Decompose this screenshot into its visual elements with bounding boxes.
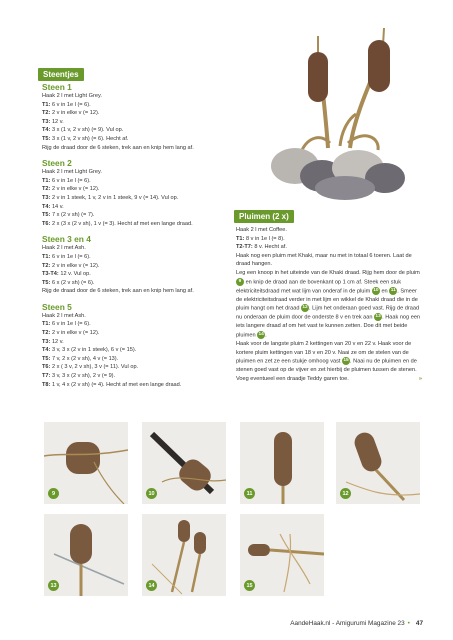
section-tag-pluimen: Pluimen (2 x) [234,210,294,223]
left-column [42,82,232,395]
step-badge-11: 11 [244,488,255,499]
section-tag-steentjes: Steentjes [38,68,84,81]
section-steen-5: Steen 5 Haak 2 l met Ash. T1: 6 v in 1e l (= 6). T2: 2 v in elke v (= 12). T3: 12 v. T4: 3 v, 3 x (2 v in 1 steek), 6 v (= 15). T5: 7 v, 2 x (2 v sh), 4 v (= 13). T6: 2 x ( 3 v, 2 v sh), 3 v (= 11). Vul op. T7: 3 v, 3 x (2 v sh), 2 v (= 9). T8: 1 v, 4 x (2 v sh) (= 4). Hecht af met een lange draad. [42,302,232,389]
paragraph-assembly: Leg een knoop in het uiteinde van de Khaki draad. Rijg hem door de pluim 9 en knip de draad aan de bovenkant op 1 cm af. Steek een stuk elektriciteitsdraad met wat lijm van onderaf in de pluim 10 en 11. Smeer de elektriciteitsdraad verder in met lijm en wikkel de Khaki draad die in de pluim hangt om het draad 12. Lijm het onderaan goed vast. Rijg de draad nu onderaan de pluim door de onderste 8 v en trek aan 13. Haak nog een iets langere draad af om het vast te kunnen zetten. Doe dit met beide pluimen 14. [236,269,421,339]
step-badge-14: 14 [146,580,157,591]
heading-steen-3-4: Steen 3 en 4 [42,234,91,245]
ref-badge-10: 10 [373,287,379,293]
ref-badge-9: 9 [236,278,244,286]
right-column: Haak 2 l met Coffee. T1: 8 v in 1e l (= 8). T2-T7: 8 v. Hecht af. Haak nog een pluim met Khaki, maar nu met in totaal 6 toeren. Laat de draad hangen. Leg een knoop in het uiteinde van de Khaki draad. Rijg hem door de pluim 9 en knip de draad aan de bovenkant op 1 cm af. Steek een stuk elektriciteitsdraad met wat lijm van onderaf in de pluim 10 en 11. Smeer de elektriciteitsdraad verder in met lijm en wikkel de Khaki draad die in de pluim hangt om het draad 12. Lijm het onderaan goed vast. Rijg de draad nu onderaan de pluim door de onderste 8 v en trek aan 13. Haak nog een iets langere draad af om het vast te kunnen zetten. Doe dit met beide pluimen 14. Haak voor de langste pluim 2 kettingen van 20 v en 22 v. Haak voor de kortere pluim kettingen van 18 v en 20 v. Naai ze om de stelen van de pluimen en zet ze een stukje omhoog vast 15. Naai nu de pluimen en de stenen goed vast op de vijver en zet hierbij de pluimen tussen de stenen. Voeg eventueel een draadje Teddy garen toe. » [236,227,422,382]
footer-bullet: • [407,620,410,627]
section-steen-1: Steen 1 Haak 2 l met Light Grey. T1: 6 v in 1e l (= 6). T2: 2 v in elke v (= 12). T3: 12 v. T4: 3 x (1 v, 2 v sh) (= 9). Vul op. T5: 3 x (1 v, 2 v sh) (= 6). Hecht af. Rijg de draad door de 6 steken, trek aan en knip hem lang af. [42,82,232,152]
ref-badge-13: 13 [375,314,381,320]
step-photo-14 [142,514,226,596]
hero-photo [250,18,435,208]
step-badge-15: 15 [244,580,255,591]
section-steen-2: Steen 2 Haak 2 l met Light Grey. T1: 6 v in 1e l (= 6). T2: 2 v in elke v (= 12). T3: 2 v in 1 steek, 1 v, 2 v in 1 steek, 9 v (= 14). Vul op. T4: 14 v. T5: 7 x (2 v sh) (= 7). T6: 2 x (3 x (2 v sh), 1 v (= 3). Hecht af met een lange draad. [42,158,232,228]
continue-arrow: » [418,376,422,382]
heading-steen-1: Steen 1 [42,82,72,92]
page-number: 47 [415,620,423,627]
heading-steen-5: Steen 5 [42,301,72,312]
footer-text: AandeHaak.nl - Amigurumi Magazine 23 [290,620,405,627]
ref-badge-12: 12 [302,305,308,311]
step-photo-10 [142,422,226,504]
step-badge-12: 12 [340,488,351,499]
step-photo-12 [336,422,420,504]
step-badge-13: 13 [48,580,59,591]
ref-badge-14: 14 [258,332,264,338]
step-photo-13 [44,514,128,596]
step-photo-11 [240,422,324,504]
step-badge-9: 9 [48,488,59,499]
heading-steen-2: Steen 2 [42,158,72,169]
ref-badge-15: 15 [343,358,349,364]
ref-badge-11: 11 [390,287,396,293]
paragraph-chains: Haak voor de langste pluim 2 kettingen van 20 v en 22 v. Haak voor de kortere pluim kettingen van 18 v en 20 v. Naai ze om de stelen van de pluimen en zet ze een stukje omhoog vast 15. Naai nu de pluimen en de stenen goed vast op de vijver en zet hierbij de pluimen tussen de stenen. Voeg eventueel een draadje Teddy garen toe. » [236,341,422,382]
paragraph-khaki: Haak nog een pluim met Khaki, maar nu met in totaal 6 toeren. Laat de draad hangen. [236,252,412,268]
page-footer [290,620,423,627]
section-steen-3-4: Steen 3 en 4 Haak 2 l met Ash. T1: 6 v in 1e l (= 6). T2: 2 v in elke v (= 12). T3-T4: 12 v. Vul op. T5: 6 x (2 v sh) (= 6). Rijg de draad door de 6 steken, trek aan en knip hem lang af. [42,234,232,296]
step-photo-15 [240,514,324,596]
step-badge-10: 10 [146,488,157,499]
step-photo-9 [44,422,128,504]
